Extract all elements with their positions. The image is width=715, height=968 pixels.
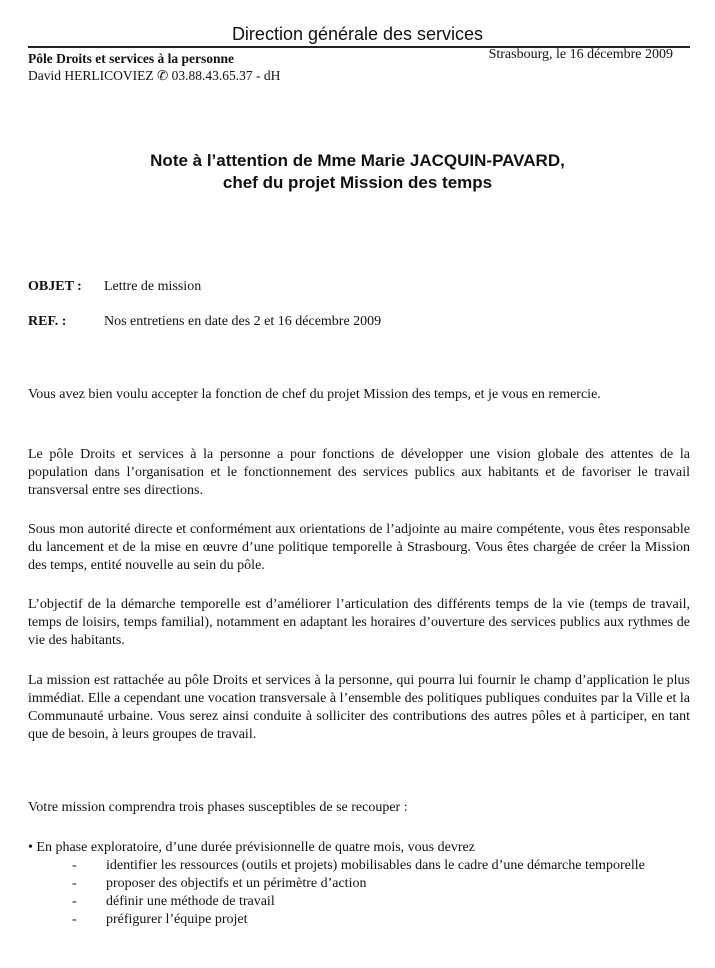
- phase-list: [28, 839, 690, 929]
- pole-name: Pôle Droits et services à la personne: [28, 51, 234, 66]
- paragraph-6: Votre mission comprendra trois phases susceptibles de se recouper :: [28, 800, 408, 815]
- title-line-1: Note à l’attention de Mme Marie JACQUIN-PAVARD,: [150, 151, 565, 170]
- list-item: - proposer des objectifs et un périmètre d’action: [72, 876, 367, 891]
- paragraph-5: La mission est rattachée au pôle Droits et services à la personne, qui pourra lui fournir le champ d’application le plus immédiat. Elle a cependant une vocation transversale à l’ensemble des politiques publiques conduites par la Ville et la Communauté urbaine. Vous serez ainsi conduite à solliciter des contributions des autres pôles et à participer, en tant que de besoin, à leurs groupes de travail.: [28, 673, 690, 742]
- dash-bullet: -: [72, 912, 77, 927]
- dash-bullet: -: [72, 894, 77, 909]
- phase-intro: • En phase exploratoire, d’une durée prévisionnelle de quatre mois, vous devrez: [28, 840, 475, 855]
- note-title: [0, 150, 715, 194]
- place-date: Strasbourg, le 16 décembre 2009: [488, 47, 673, 62]
- list-item: - identifier les ressources (outils et projets) mobilisables dans le cadre d’une démarche temporelle: [72, 858, 645, 873]
- title-line-2: chef du projet Mission des temps: [222, 173, 493, 192]
- paragraph-3: Sous mon autorité directe et conformément aux orientations de l’adjointe au maire compétente, vous êtes responsable du lancement et de la mise en œuvre d’une politique temporelle à Strasbourg. Vous êtes chargée de créer la Mission des temps, entité nouvelle au sein du pôle.: [28, 522, 690, 573]
- list-item: - préfigurer l’équipe projet: [72, 912, 248, 927]
- list-item: - définir une méthode de travail: [72, 894, 275, 909]
- ref-value: Nos entretiens en date des 2 et 16 décembre 2009: [104, 314, 382, 329]
- dash-bullet: -: [72, 858, 77, 873]
- department-header: Direction générale des services: [231, 24, 484, 44]
- paragraph-2: Le pôle Droits et services à la personne a pour fonctions de développer une vision globale des attentes de la population dans l’organisation et le fonctionnement des services publics aux habitants et de favoriser le travail transversal entre ses directions.: [28, 447, 690, 498]
- dash-bullet: -: [72, 876, 77, 891]
- paragraph-4: L’objectif de la démarche temporelle est d’améliorer l’articulation des différents temps de la vie (temps de travail, temps de loisirs, temps familial), notamment en adaptant les horaires d’ouverture des services publics aux rythmes de vie des habitants.: [28, 597, 690, 648]
- paragraph-1: Vous avez bien voulu accepter la fonction de chef du projet Mission des temps, et je vous en remercie.: [28, 387, 601, 402]
- author-contact: David HERLICOVIEZ ✆ 03.88.43.65.37 - dH: [28, 68, 281, 83]
- objet-label: OBJET :: [28, 279, 82, 294]
- objet-value: Lettre de mission: [104, 279, 202, 294]
- ref-label: REF. :: [28, 314, 67, 329]
